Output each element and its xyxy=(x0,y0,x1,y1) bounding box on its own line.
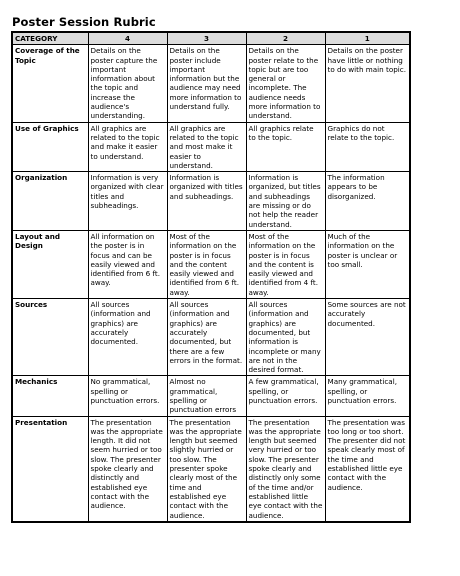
table-header-row xyxy=(12,32,410,45)
table-cell: Most of the information on the poster is in focus and the content easily viewed and identified from 6 ft. away. xyxy=(167,230,246,298)
table-cell: Information is organized with titles and subheadings. xyxy=(167,172,246,231)
row-category: Presentation xyxy=(12,416,88,522)
row-category: Sources xyxy=(12,299,88,376)
table-cell: All information on the poster is in focus and can be easily viewed and identified from 6 ft. away. xyxy=(88,230,167,298)
page-title: Poster Session Rubric xyxy=(12,15,156,29)
table-row xyxy=(12,122,410,171)
table-cell: All sources (information and graphics) are accurately documented. xyxy=(88,299,167,376)
table-cell: The presentation was the appropriate length but seemed very hurried or too slow. The presenter spoke clearly and distinctly only some of the time and/or established little eye contact with the audience. xyxy=(246,416,325,522)
table-cell: No grammatical, spelling or punctuation errors. xyxy=(88,376,167,416)
table-cell: The presentation was too long or too short. The presenter did not speak clearly most of the time and established little eye contact with the audience. xyxy=(325,416,410,522)
table-cell: A few grammatical, spelling, or punctuation errors. xyxy=(246,376,325,416)
table-cell: The presentation was the appropriate length. It did not seem hurried or too slow. The presenter spoke clearly and distinctly and established eye contact with the audience. xyxy=(88,416,167,522)
table-cell: Information is very organized with clear titles and subheadings. xyxy=(88,172,167,231)
table-row xyxy=(12,45,410,122)
table-cell: All sources (information and graphics) are accurately documented, but there are a few errors in the format. xyxy=(167,299,246,376)
table-row xyxy=(12,172,410,231)
table-row xyxy=(12,230,410,298)
table-cell: Graphics do not relate to the topic. xyxy=(325,122,410,171)
table-cell: Almost no grammatical, spelling or punctuation errors xyxy=(167,376,246,416)
table-row xyxy=(12,416,410,522)
rubric-table xyxy=(11,31,411,523)
table-cell: Details on the poster have little or nothing to do with main topic. xyxy=(325,45,410,122)
table-row xyxy=(12,299,410,376)
row-category: Organization xyxy=(12,172,88,231)
table-cell: Information is organized, but titles and subheadings are missing or do not help the reader understand. xyxy=(246,172,325,231)
table-cell: Much of the information on the poster is unclear or too small. xyxy=(325,230,410,298)
table-row xyxy=(12,376,410,416)
table-cell: All sources (information and graphics) are documented, but information is incomplete or many are not in the desired format. xyxy=(246,299,325,376)
row-category: Mechanics xyxy=(12,376,88,416)
header-score-1: 1 xyxy=(325,32,410,45)
row-category: Use of Graphics xyxy=(12,122,88,171)
table-cell: All graphics relate to the topic. xyxy=(246,122,325,171)
table-cell: Many grammatical, spelling, or punctuation errors. xyxy=(325,376,410,416)
header-category: CATEGORY xyxy=(12,32,88,45)
table-cell: Details on the poster include important information but the audience may need more information to understand fully. xyxy=(167,45,246,122)
table-cell: All graphics are related to the topic and most make it easier to understand. xyxy=(167,122,246,171)
header-score-3: 3 xyxy=(167,32,246,45)
table-cell: The information appears to be disorganized. xyxy=(325,172,410,231)
row-category: Coverage of the Topic xyxy=(12,45,88,122)
header-score-4: 4 xyxy=(88,32,167,45)
table-cell: Details on the poster capture the important information about the topic and increase the audience's understanding. xyxy=(88,45,167,122)
row-category: Layout and Design xyxy=(12,230,88,298)
table-cell: The presentation was the appropriate length but seemed slightly hurried or too slow. The presenter spoke clearly most of the time and established eye contact with the audience. xyxy=(167,416,246,522)
table-cell: Most of the information on the poster is in focus and the content is easily viewed and identified from 4 ft. away. xyxy=(246,230,325,298)
table-cell: Details on the poster relate to the topic but are too general or incomplete. The audience needs more information to understand. xyxy=(246,45,325,122)
header-score-2: 2 xyxy=(246,32,325,45)
table-cell: All graphics are related to the topic and make it easier to understand. xyxy=(88,122,167,171)
table-cell: Some sources are not accurately documented. xyxy=(325,299,410,376)
